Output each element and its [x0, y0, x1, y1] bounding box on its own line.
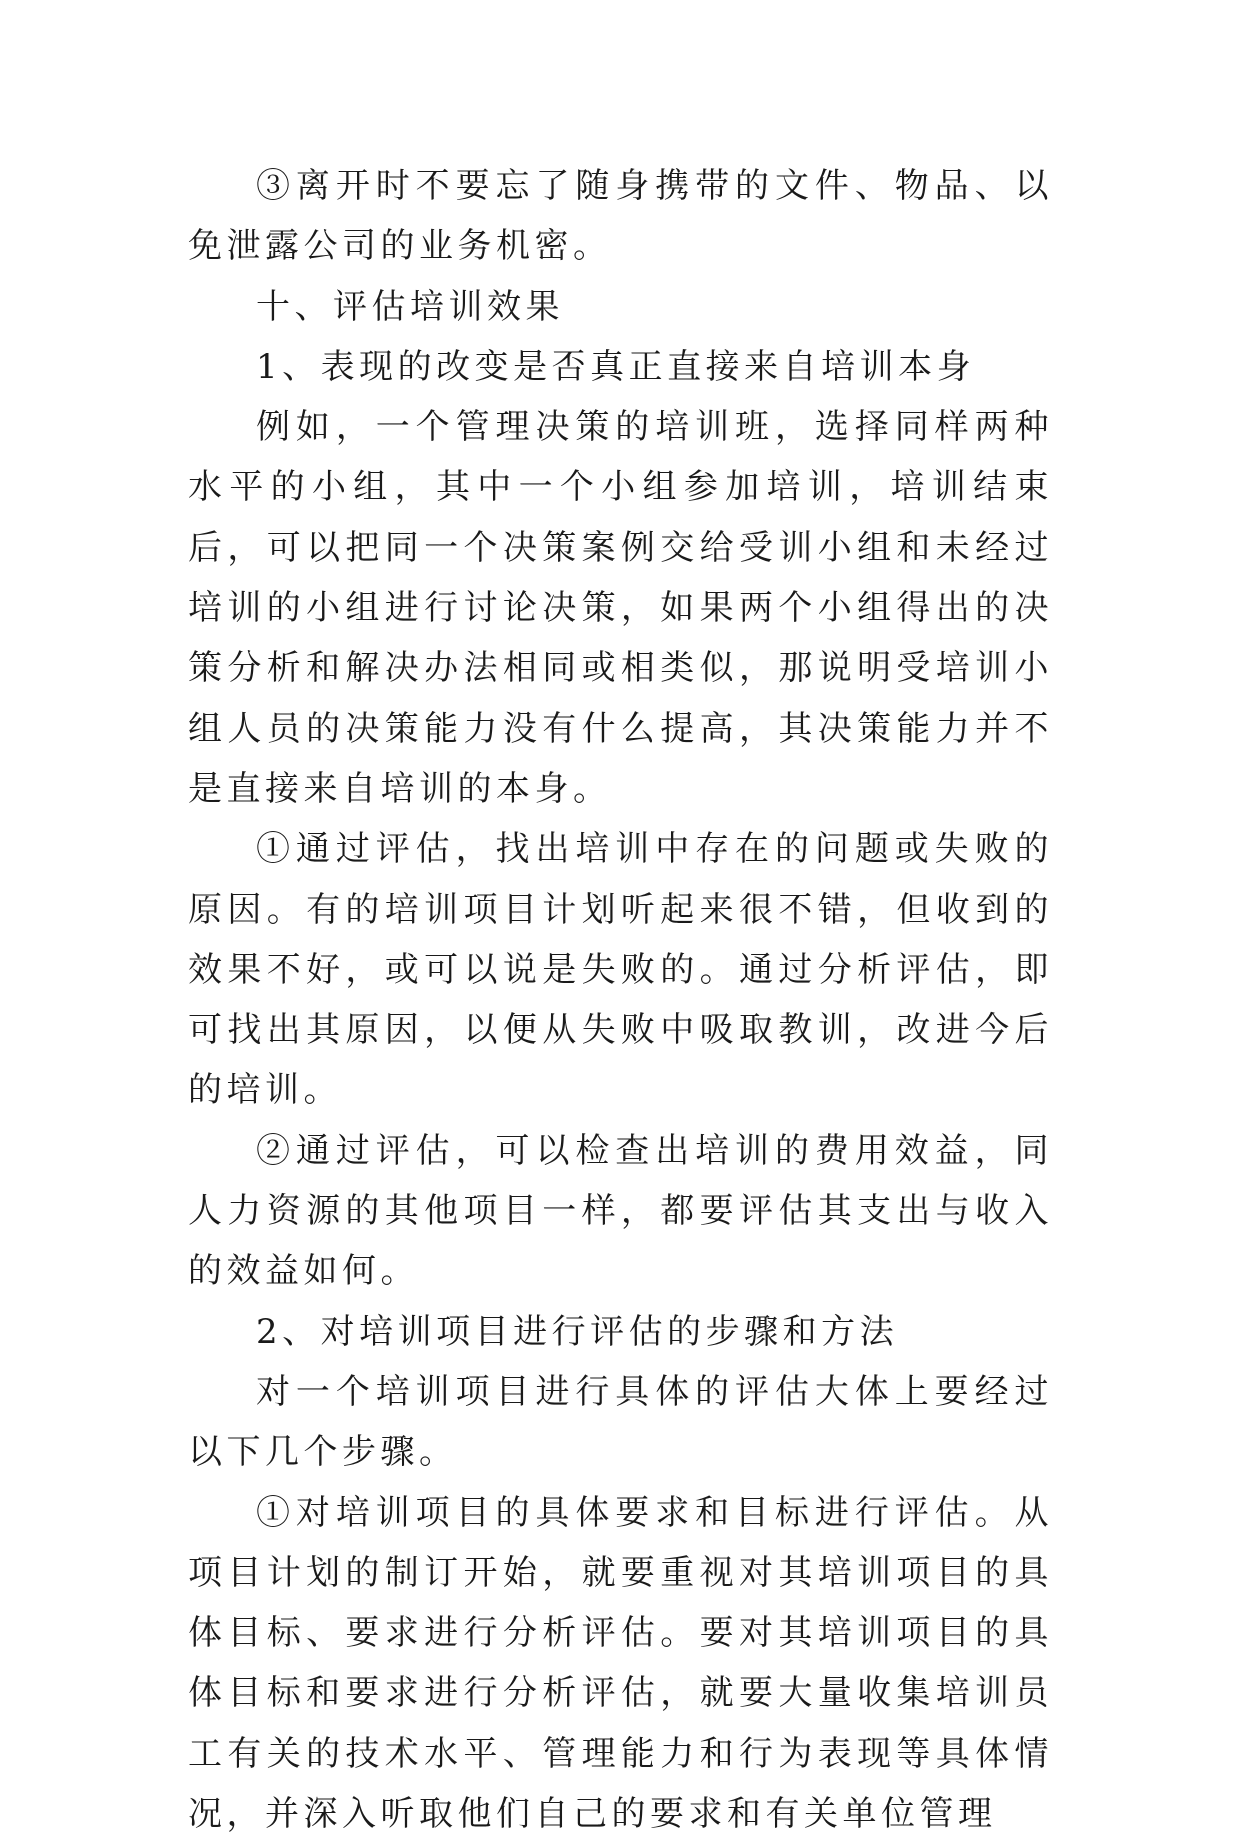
paragraph-confidentiality: ③离开时不要忘了随身携带的文件、物品、以免泄露公司的业务机密。	[188, 166, 1053, 267]
paragraph-step-1: ①对培训项目的具体要求和目标进行评估。从项目计划的制订开始，就要重视对其培训项目的具体目标、要求进行分析评估。要对其培训项目的具体目标和要求进行分析评估，就要大量收集培训员工有关的技术水平、管理能力和行为表现等具体情况，并深入听取他们自己的要求和有关单位管理	[188, 1492, 1053, 1835]
section-heading-evaluate-training: 十、评估培训效果	[256, 286, 564, 327]
paragraph-point-1: ①通过评估，找出培训中存在的问题或失败的原因。有的培训项目计划听起来很不错，但收到的效果不好，或可以说是失败的。通过分析评估，即可找出其原因，以便从失败中吸取教训，改进今后的培训。	[188, 829, 1053, 1111]
document-body	[188, 156, 1053, 1844]
subheading-steps-methods: 2、对培训项目进行评估的步骤和方法	[256, 1311, 899, 1352]
paragraph-steps-intro: 对一个培训项目进行具体的评估大体上要经过以下几个步骤。	[188, 1371, 1053, 1473]
paragraph-example: 例如，一个管理决策的培训班，选择同样两种水平的小组，其中一个小组参加培训，培训结束后，可以把同一个决策案例交给受训小组和未经过培训的小组进行讨论决策，如果两个小组得出的决策分析和解决办法相同或相类似，那说明受培训小组人员的决策能力没有什么提高，其决策能力并不是直接来自培训的本身。	[188, 407, 1053, 809]
subheading-performance-change: 1、表现的改变是否真正直接来自培训本身	[256, 346, 976, 387]
paragraph-point-2: ②通过评估，可以检查出培训的费用效益，同人力资源的其他项目一样，都要评估其支出与收入的效益如何。	[188, 1130, 1053, 1292]
